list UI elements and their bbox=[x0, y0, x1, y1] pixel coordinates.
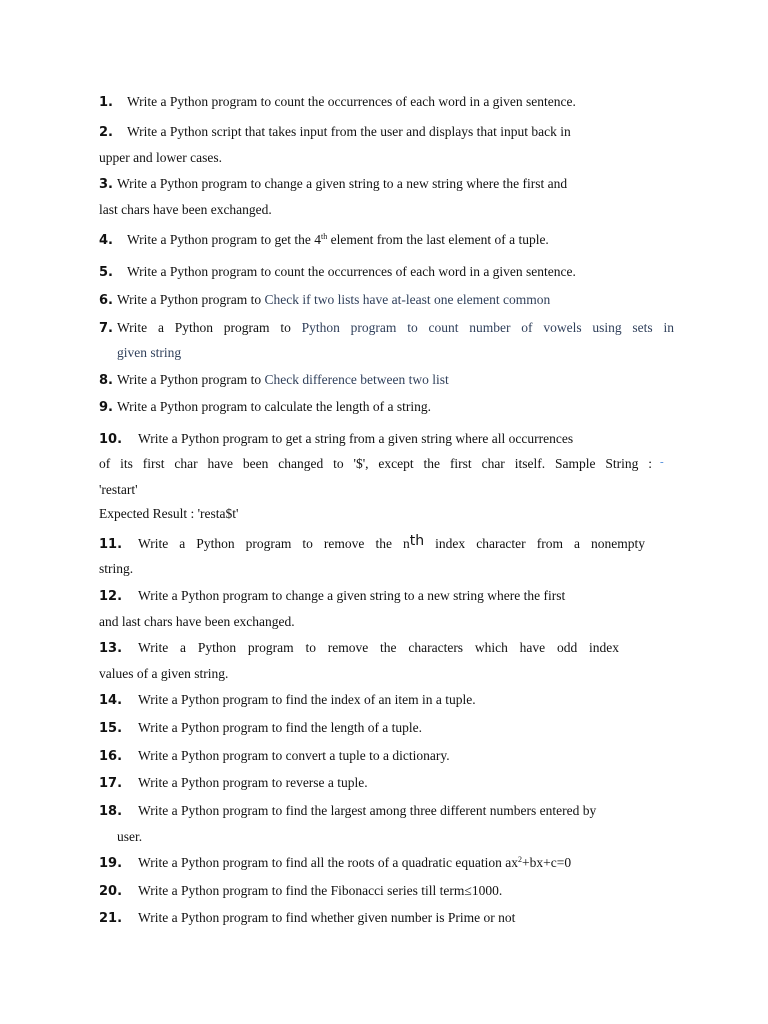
question-number: 15. bbox=[99, 721, 123, 736]
question-number: 18. bbox=[99, 804, 123, 819]
question-number: 19. bbox=[99, 856, 123, 871]
question-number: 7. bbox=[99, 321, 113, 336]
superscript: 2 bbox=[518, 855, 523, 864]
question-text: Write a Python program to bbox=[116, 372, 265, 387]
question-number: 4. bbox=[99, 233, 113, 248]
question-18 bbox=[99, 802, 596, 821]
question-7-line bbox=[117, 319, 674, 337]
question-7 bbox=[99, 319, 674, 338]
question-text: Write a Python script that takes input from the user and displays that input back in bbox=[126, 124, 571, 139]
question-5 bbox=[99, 263, 576, 282]
question-text: Write a Python program to change a given string to a new string where the first bbox=[138, 588, 566, 603]
question-number: 8. bbox=[99, 373, 113, 388]
question-text: Write a Python program to bbox=[116, 292, 265, 307]
question-14 bbox=[99, 691, 476, 710]
question-19 bbox=[99, 854, 571, 873]
question-10 bbox=[99, 430, 573, 449]
question-number: 13. bbox=[99, 641, 123, 656]
question-16 bbox=[99, 747, 450, 766]
question-17 bbox=[99, 774, 368, 793]
question-15 bbox=[99, 719, 422, 738]
question-number: 10. bbox=[99, 432, 123, 447]
question-3-continuation: last chars have been exchanged. bbox=[99, 202, 272, 217]
question-9 bbox=[99, 398, 431, 417]
question-11-line bbox=[138, 535, 645, 553]
question-text: Write a Python program to find whether given number is Prime or not bbox=[138, 910, 516, 925]
question-number: 20. bbox=[99, 884, 123, 899]
question-text-start: Write a Python program to find all the roots of a quadratic equation ax bbox=[138, 855, 519, 870]
question-text-end: element from the last element of a tuple. bbox=[327, 232, 549, 247]
question-number: 3. bbox=[99, 177, 113, 192]
question-text-start: Write a Python program to get the 4 bbox=[126, 232, 322, 247]
question-20 bbox=[99, 882, 502, 901]
question-2 bbox=[99, 123, 571, 142]
question-link[interactable]: Python program to count number of vowels using sets in bbox=[301, 320, 674, 335]
question-text-end: index character from a nonempty bbox=[435, 536, 646, 551]
question-number: 2. bbox=[99, 125, 113, 140]
question-10-sample: 'restart' bbox=[99, 482, 138, 497]
question-number: 17. bbox=[99, 776, 123, 791]
question-7-link-continuation[interactable]: given string bbox=[117, 345, 182, 360]
question-text: Write a Python program to find the Fibonacci series till term≤1000. bbox=[138, 883, 503, 898]
question-11-continuation: string. bbox=[99, 561, 134, 576]
question-number: 9. bbox=[99, 400, 113, 415]
question-text: Write a Python program to count the occurrences of each word in a given sentence. bbox=[126, 94, 576, 109]
question-text: Write a Python program to find the largest among three different numbers entered by bbox=[138, 803, 597, 818]
question-text: Write a Python program to bbox=[116, 320, 302, 335]
question-4 bbox=[99, 231, 549, 250]
question-number: 1. bbox=[99, 95, 113, 110]
superscript: th bbox=[409, 533, 425, 549]
question-10-continuation: of its first char have been changed to '$', except the first char itself. Sample String : bbox=[99, 456, 652, 471]
question-1 bbox=[99, 93, 576, 112]
question-number: 5. bbox=[99, 265, 113, 280]
question-number: 14. bbox=[99, 693, 123, 708]
dash-mark: - bbox=[660, 456, 664, 468]
question-text: Write a Python program to calculate the length of a string. bbox=[116, 399, 431, 414]
question-21 bbox=[99, 909, 515, 928]
question-10-expected: Expected Result : 'resta$t' bbox=[99, 506, 239, 521]
superscript: th bbox=[321, 232, 328, 241]
question-text-end: +bx+c=0 bbox=[522, 855, 572, 870]
question-12 bbox=[99, 587, 565, 606]
question-text: Write a Python program to convert a tuple to a dictionary. bbox=[138, 748, 450, 763]
question-13 bbox=[99, 639, 619, 658]
question-text: Write a Python program to find the length of a tuple. bbox=[138, 720, 423, 735]
question-text: Write a Python program to change a given string to a new string where the first and bbox=[116, 176, 568, 191]
question-2-continuation: upper and lower cases. bbox=[99, 150, 222, 165]
question-number: 12. bbox=[99, 589, 123, 604]
question-text-start: Write a Python program to remove the n bbox=[138, 536, 410, 551]
question-text: Write a Python program to reverse a tuple. bbox=[138, 775, 368, 790]
question-11 bbox=[99, 535, 645, 554]
question-13-continuation: values of a given string. bbox=[99, 666, 229, 681]
question-text: Write a Python program to count the occurrences of each word in a given sentence. bbox=[126, 264, 576, 279]
question-text: Write a Python program to remove the characters which have odd index bbox=[138, 640, 620, 655]
question-18-continuation: user. bbox=[117, 829, 143, 844]
question-3 bbox=[99, 175, 567, 194]
question-link[interactable]: Check if two lists have at-least one element common bbox=[264, 292, 551, 307]
question-number: 6. bbox=[99, 293, 113, 308]
question-8 bbox=[99, 371, 449, 390]
question-number: 16. bbox=[99, 749, 123, 764]
question-12-continuation: and last chars have been exchanged. bbox=[99, 614, 295, 629]
question-number: 11. bbox=[99, 537, 123, 552]
question-text: Write a Python program to find the index of an item in a tuple. bbox=[138, 692, 476, 707]
question-number: 21. bbox=[99, 911, 123, 926]
question-6 bbox=[99, 291, 550, 310]
question-text: Write a Python program to get a string from a given string where all occurrences bbox=[138, 431, 574, 446]
question-link[interactable]: Check difference between two list bbox=[264, 372, 449, 387]
